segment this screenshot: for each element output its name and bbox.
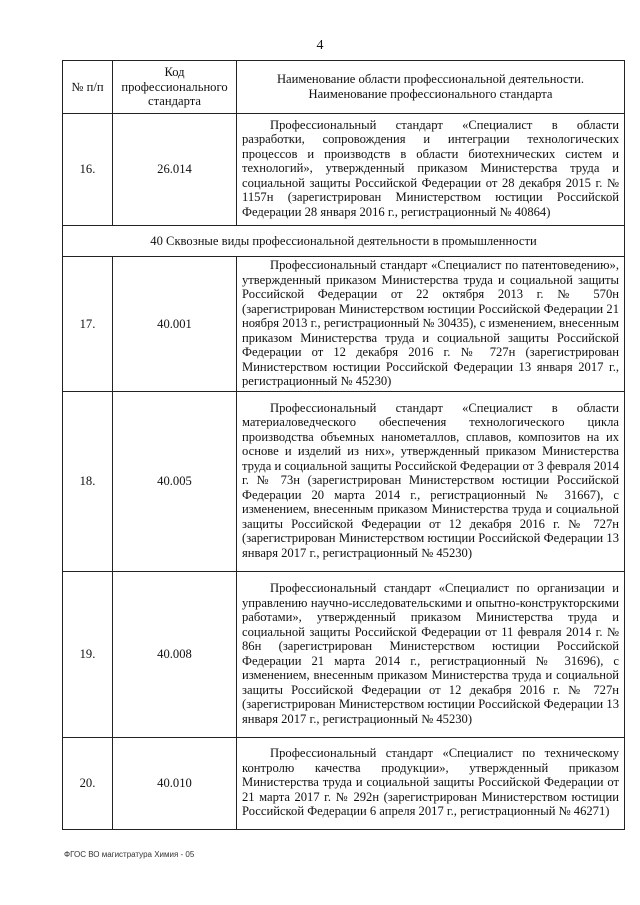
standards-table xyxy=(62,60,625,830)
table-row xyxy=(63,113,625,225)
row-code: 40.008 xyxy=(113,571,237,737)
row-description: Профессиональный стандарт «Специалист в области материаловедческого обеспечения технологического цикла производства объемных нанометаллов, сплавов, композитов на их основе и изделий из них», утвержденный приказом Министерства труда и социальной защиты Российской Федерации от 3 февраля 2014 г. № 73н (зарегистрирован Министерством юстиции Российской Федерации 20 марта 2014 г., регистрационный № 31667), с изменением, внесенным приказом Министерства труда и социальной защиты Российской Федерации от 12 декабря 2016 г. № 727н (зарегистрирован Министерством юстиции Российской Федерации 13 января 2017 г., регистрационный № 45230) xyxy=(237,391,625,571)
row-description: Профессиональный стандарт «Специалист по техническому контролю качества продукции», утвержденный приказом Министерства труда и социальной защиты Российской Федерации от 21 марта 2017 г. № 292н (зарегистрирован Министерством юстиции Российской Федерации 6 апреля 2017 г., регистрационный № 46271) xyxy=(237,737,625,829)
row-description: Профессиональный стандарт «Специалист в области разработки, сопровождения и интеграции технологических процессов и производств в области биотехнических систем и технологий», утвержденный приказом Министерства труда и социальной защиты Российской Федерации от 28 декабря 2015 г. № 1157н (зарегистрирован Министерством юстиции Российской Федерации 28 января 2016 г., регистрационный № 40864) xyxy=(237,113,625,225)
row-number: 20. xyxy=(63,737,113,829)
row-number: 16. xyxy=(63,113,113,225)
header-name: Наименование области профессиональной деятельности. Наименование профессионального стандарта xyxy=(237,61,625,114)
section-title: 40 Сквозные виды профессиональной деятельности в промышленности xyxy=(63,225,625,257)
row-description: Профессиональный стандарт «Специалист по патентоведению», утвержденный приказом Министерства труда и социальной защиты Российской Федерации от 22 октября 2013 г. № 570н (зарегистрирован Министерством юстиции Российской Федерации 21 ноября 2013 г., регистрационный № 30435), с изменением, внесенным приказом Министерства труда и социальной защиты Российской Федерации от 12 декабря 2016 г. № 727н (зарегистрирован Министерством юстиции Российской Федерации 13 января 2017 г., регистрационный № 45230) xyxy=(237,257,625,392)
row-number: 17. xyxy=(63,257,113,392)
header-num: № п/п xyxy=(63,61,113,114)
row-code: 40.010 xyxy=(113,737,237,829)
row-code: 40.001 xyxy=(113,257,237,392)
table-header-row xyxy=(63,61,625,114)
table-row xyxy=(63,391,625,571)
header-code: Код профессионального стандарта xyxy=(113,61,237,114)
page-number: 4 xyxy=(316,38,324,53)
table-row xyxy=(63,257,625,392)
row-number: 18. xyxy=(63,391,113,571)
row-number: 19. xyxy=(63,571,113,737)
row-description: Профессиональный стандарт «Специалист по организации и управлению научно-исследовательскими и опытно-конструкторскими работами», утвержденный приказом Министерства труда и социальной защиты Российской Федерации от 11 февраля 2014 г. № 86н (зарегистрирован Министерством юстиции Российской Федерации 21 марта 2014 г., регистрационный № 31696), с изменением, внесенным приказом Министерства труда и социальной защиты Российской Федерации от 12 декабря 2016 г. № 727н (зарегистрирован Министерством юстиции Российской Федерации 13 января 2017 г., регистрационный № 45230) xyxy=(237,571,625,737)
table-row xyxy=(63,571,625,737)
row-code: 40.005 xyxy=(113,391,237,571)
section-row xyxy=(63,225,625,257)
footer-text: ФГОС ВО магистратура Химия - 05 xyxy=(64,850,195,859)
table-row xyxy=(63,737,625,829)
row-code: 26.014 xyxy=(113,113,237,225)
